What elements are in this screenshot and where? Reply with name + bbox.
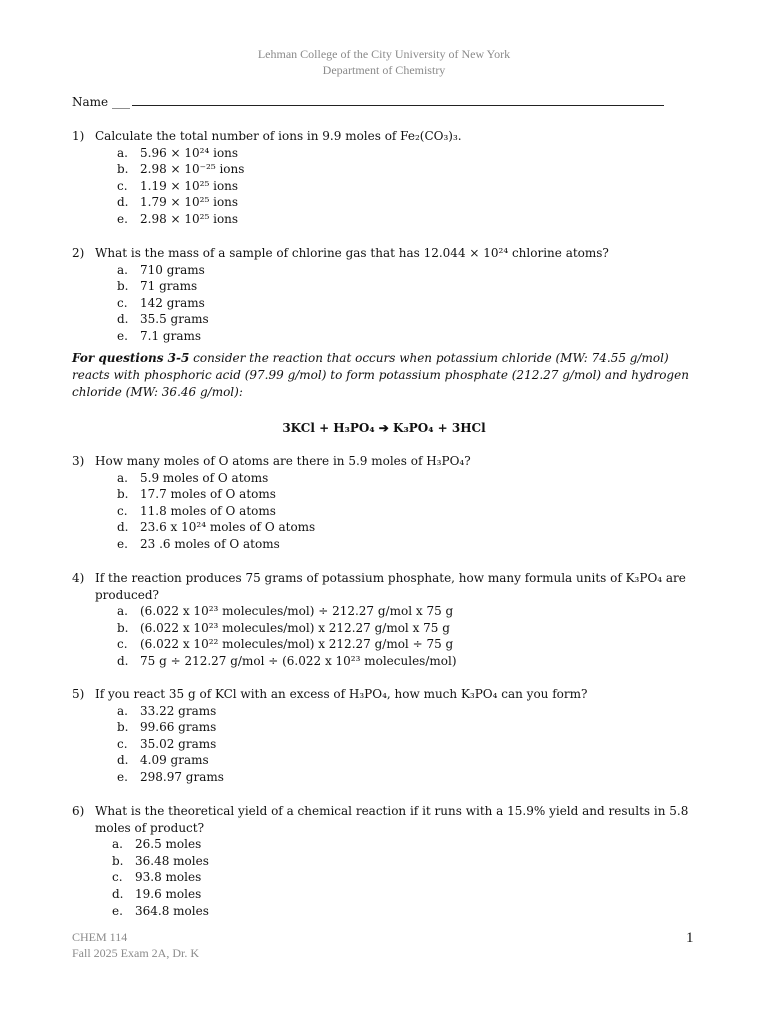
instructions-lead: For questions 3-5 <box>72 351 190 365</box>
answer-options <box>72 262 692 345</box>
option-text: 5.96 × 10²⁴ ions <box>140 145 239 160</box>
reaction-equation: 3KCl + H₃PO₄ ➔ K₃PO₄ + 3HCl <box>282 421 486 435</box>
option-text: 19.6 moles <box>135 886 202 901</box>
question-stem: Calculate the total number of ions in 9.9 moles of Fe₂(CO₃)₃. <box>95 129 462 143</box>
answer-option <box>117 178 692 195</box>
option-letter: a. <box>117 470 128 485</box>
name-field <box>72 95 664 109</box>
answer-option <box>112 903 692 920</box>
question-number: 5) <box>72 687 85 701</box>
option-text: 5.9 moles of O atoms <box>140 470 269 485</box>
option-letter: a. <box>117 604 128 619</box>
option-letter: d. <box>117 653 129 668</box>
option-text: 71 grams <box>140 279 198 294</box>
answer-option <box>117 736 692 753</box>
option-letter: e. <box>117 769 128 784</box>
option-letter: d. <box>117 520 129 535</box>
question-number: 4) <box>72 571 85 585</box>
question-1 <box>72 128 692 228</box>
option-text: 75 g ÷ 212.27 g/mol ÷ (6.022 x 10²³ molecules/mol) <box>140 653 457 668</box>
page-header <box>0 46 768 78</box>
question-number: 6) <box>72 804 85 818</box>
option-text: 93.8 moles <box>135 870 202 885</box>
answer-option <box>117 278 692 295</box>
option-text: 710 grams <box>140 262 205 277</box>
page-footer <box>72 929 199 961</box>
option-letter: c. <box>117 503 128 518</box>
department-name: Department of Chemistry <box>322 63 446 77</box>
option-text: 11.8 moles of O atoms <box>140 503 276 518</box>
option-text: 1.19 × 10²⁵ ions <box>140 178 239 193</box>
option-letter: a. <box>117 262 128 277</box>
option-text: 2.98 × 10²⁵ ions <box>140 211 239 226</box>
answer-options <box>72 145 692 228</box>
option-letter: c. <box>117 295 128 310</box>
name-label: Name ___ <box>72 95 130 109</box>
answer-option <box>112 836 692 853</box>
question-stem: What is the theoretical yield of a chemical reaction if it runs with a 15.9% yield and results in 5.8 moles of product? <box>95 804 689 835</box>
option-letter: c. <box>117 178 128 193</box>
question-3 <box>72 453 692 553</box>
option-letter: e. <box>117 536 128 551</box>
answer-option <box>117 653 692 670</box>
answer-option <box>117 486 692 503</box>
question-stem: If you react 35 g of KCl with an excess of H₃PO₄, how much K₃PO₄ can you form? <box>95 687 588 701</box>
option-letter: b. <box>117 487 129 502</box>
option-text: 364.8 moles <box>135 903 209 918</box>
answer-option <box>117 470 692 487</box>
reaction-instructions <box>72 350 696 401</box>
answer-option <box>117 703 692 720</box>
question-2 <box>72 245 692 345</box>
option-letter: c. <box>117 736 128 751</box>
question-stem: What is the mass of a sample of chlorine gas that has 12.044 × 10²⁴ chlorine atoms? <box>95 246 609 260</box>
option-letter: a. <box>117 703 128 718</box>
option-text: 35.02 grams <box>140 736 217 751</box>
option-text: 35.5 grams <box>140 312 209 327</box>
option-letter: b. <box>117 620 129 635</box>
page-number: 1 <box>686 930 694 946</box>
answer-option <box>117 194 692 211</box>
answer-options <box>72 836 692 919</box>
option-letter: d. <box>117 312 129 327</box>
answer-options <box>72 470 692 553</box>
option-letter: d. <box>117 195 129 210</box>
option-letter: b. <box>112 853 124 868</box>
option-text: 298.97 grams <box>140 769 224 784</box>
option-text: 2.98 × 10⁻²⁵ ions <box>140 162 245 177</box>
name-blank-line <box>132 95 664 106</box>
answer-options <box>72 703 692 786</box>
question-4 <box>72 570 692 670</box>
option-text: 4.09 grams <box>140 753 209 768</box>
answer-option <box>117 145 692 162</box>
option-text: (6.022 x 10²³ molecules/mol) ÷ 212.27 g/mol x 75 g <box>140 604 454 619</box>
option-letter: d. <box>117 753 129 768</box>
option-text: (6.022 x 10²² molecules/mol) x 212.27 g/mol ÷ 75 g <box>140 637 454 652</box>
question-5 <box>72 686 692 786</box>
option-letter: b. <box>117 279 129 294</box>
answer-option <box>117 328 692 345</box>
answer-option <box>117 295 692 312</box>
answer-option <box>112 886 692 903</box>
answer-option <box>112 869 692 886</box>
option-letter: b. <box>117 162 129 177</box>
answer-options <box>72 603 692 669</box>
option-letter: d. <box>112 886 124 901</box>
course-code: CHEM 114 <box>72 930 128 944</box>
answer-option <box>117 536 692 553</box>
option-text: 99.66 grams <box>140 720 217 735</box>
instructions-text: consider the reaction that occurs when potassium chloride (MW: 74.55 g/mol) reacts with phosphoric acid (97.99 g/mol) to form potassium phosphate (212.27 g/mol) and hydrogen chloride (MW: 36.46 g/mol): <box>72 351 689 399</box>
option-letter: e. <box>117 211 128 226</box>
answer-option <box>117 603 692 620</box>
exam-info: Fall 2025 Exam 2A, Dr. K <box>72 946 199 960</box>
option-text: 23.6 x 10²⁴ moles of O atoms <box>140 520 316 535</box>
answer-option <box>117 503 692 520</box>
answer-option <box>117 620 692 637</box>
question-number: 3) <box>72 454 85 468</box>
question-number: 1) <box>72 129 85 143</box>
option-letter: e. <box>117 328 128 343</box>
option-letter: a. <box>117 145 128 160</box>
option-text: 7.1 grams <box>140 328 202 343</box>
option-letter: a. <box>112 837 123 852</box>
option-text: 36.48 moles <box>135 853 209 868</box>
answer-option <box>117 636 692 653</box>
option-letter: b. <box>117 720 129 735</box>
answer-option <box>117 719 692 736</box>
answer-option <box>117 519 692 536</box>
answer-option <box>117 311 692 328</box>
option-text: 142 grams <box>140 295 205 310</box>
option-letter: e. <box>112 903 123 918</box>
option-text: 17.7 moles of O atoms <box>140 487 276 502</box>
institution-name: Lehman College of the City University of New York <box>257 47 511 61</box>
answer-option <box>117 769 692 786</box>
option-text: 23 .6 moles of O atoms <box>140 536 280 551</box>
answer-option <box>117 161 692 178</box>
answer-option <box>117 752 692 769</box>
question-stem: How many moles of O atoms are there in 5.9 moles of H₃PO₄? <box>95 454 471 468</box>
question-number: 2) <box>72 246 85 260</box>
option-text: 26.5 moles <box>135 837 202 852</box>
option-text: 1.79 × 10²⁵ ions <box>140 195 239 210</box>
question-6 <box>72 803 692 919</box>
answer-option <box>117 211 692 228</box>
answer-option <box>112 853 692 870</box>
option-text: (6.022 x 10²³ molecules/mol) x 212.27 g/mol x 75 g <box>140 620 450 635</box>
option-letter: c. <box>112 870 123 885</box>
question-stem: If the reaction produces 75 grams of potassium phosphate, how many formula units of K₃PO₄ are produced? <box>95 571 686 602</box>
answer-option <box>117 262 692 279</box>
option-text: 33.22 grams <box>140 703 217 718</box>
option-letter: c. <box>117 637 128 652</box>
